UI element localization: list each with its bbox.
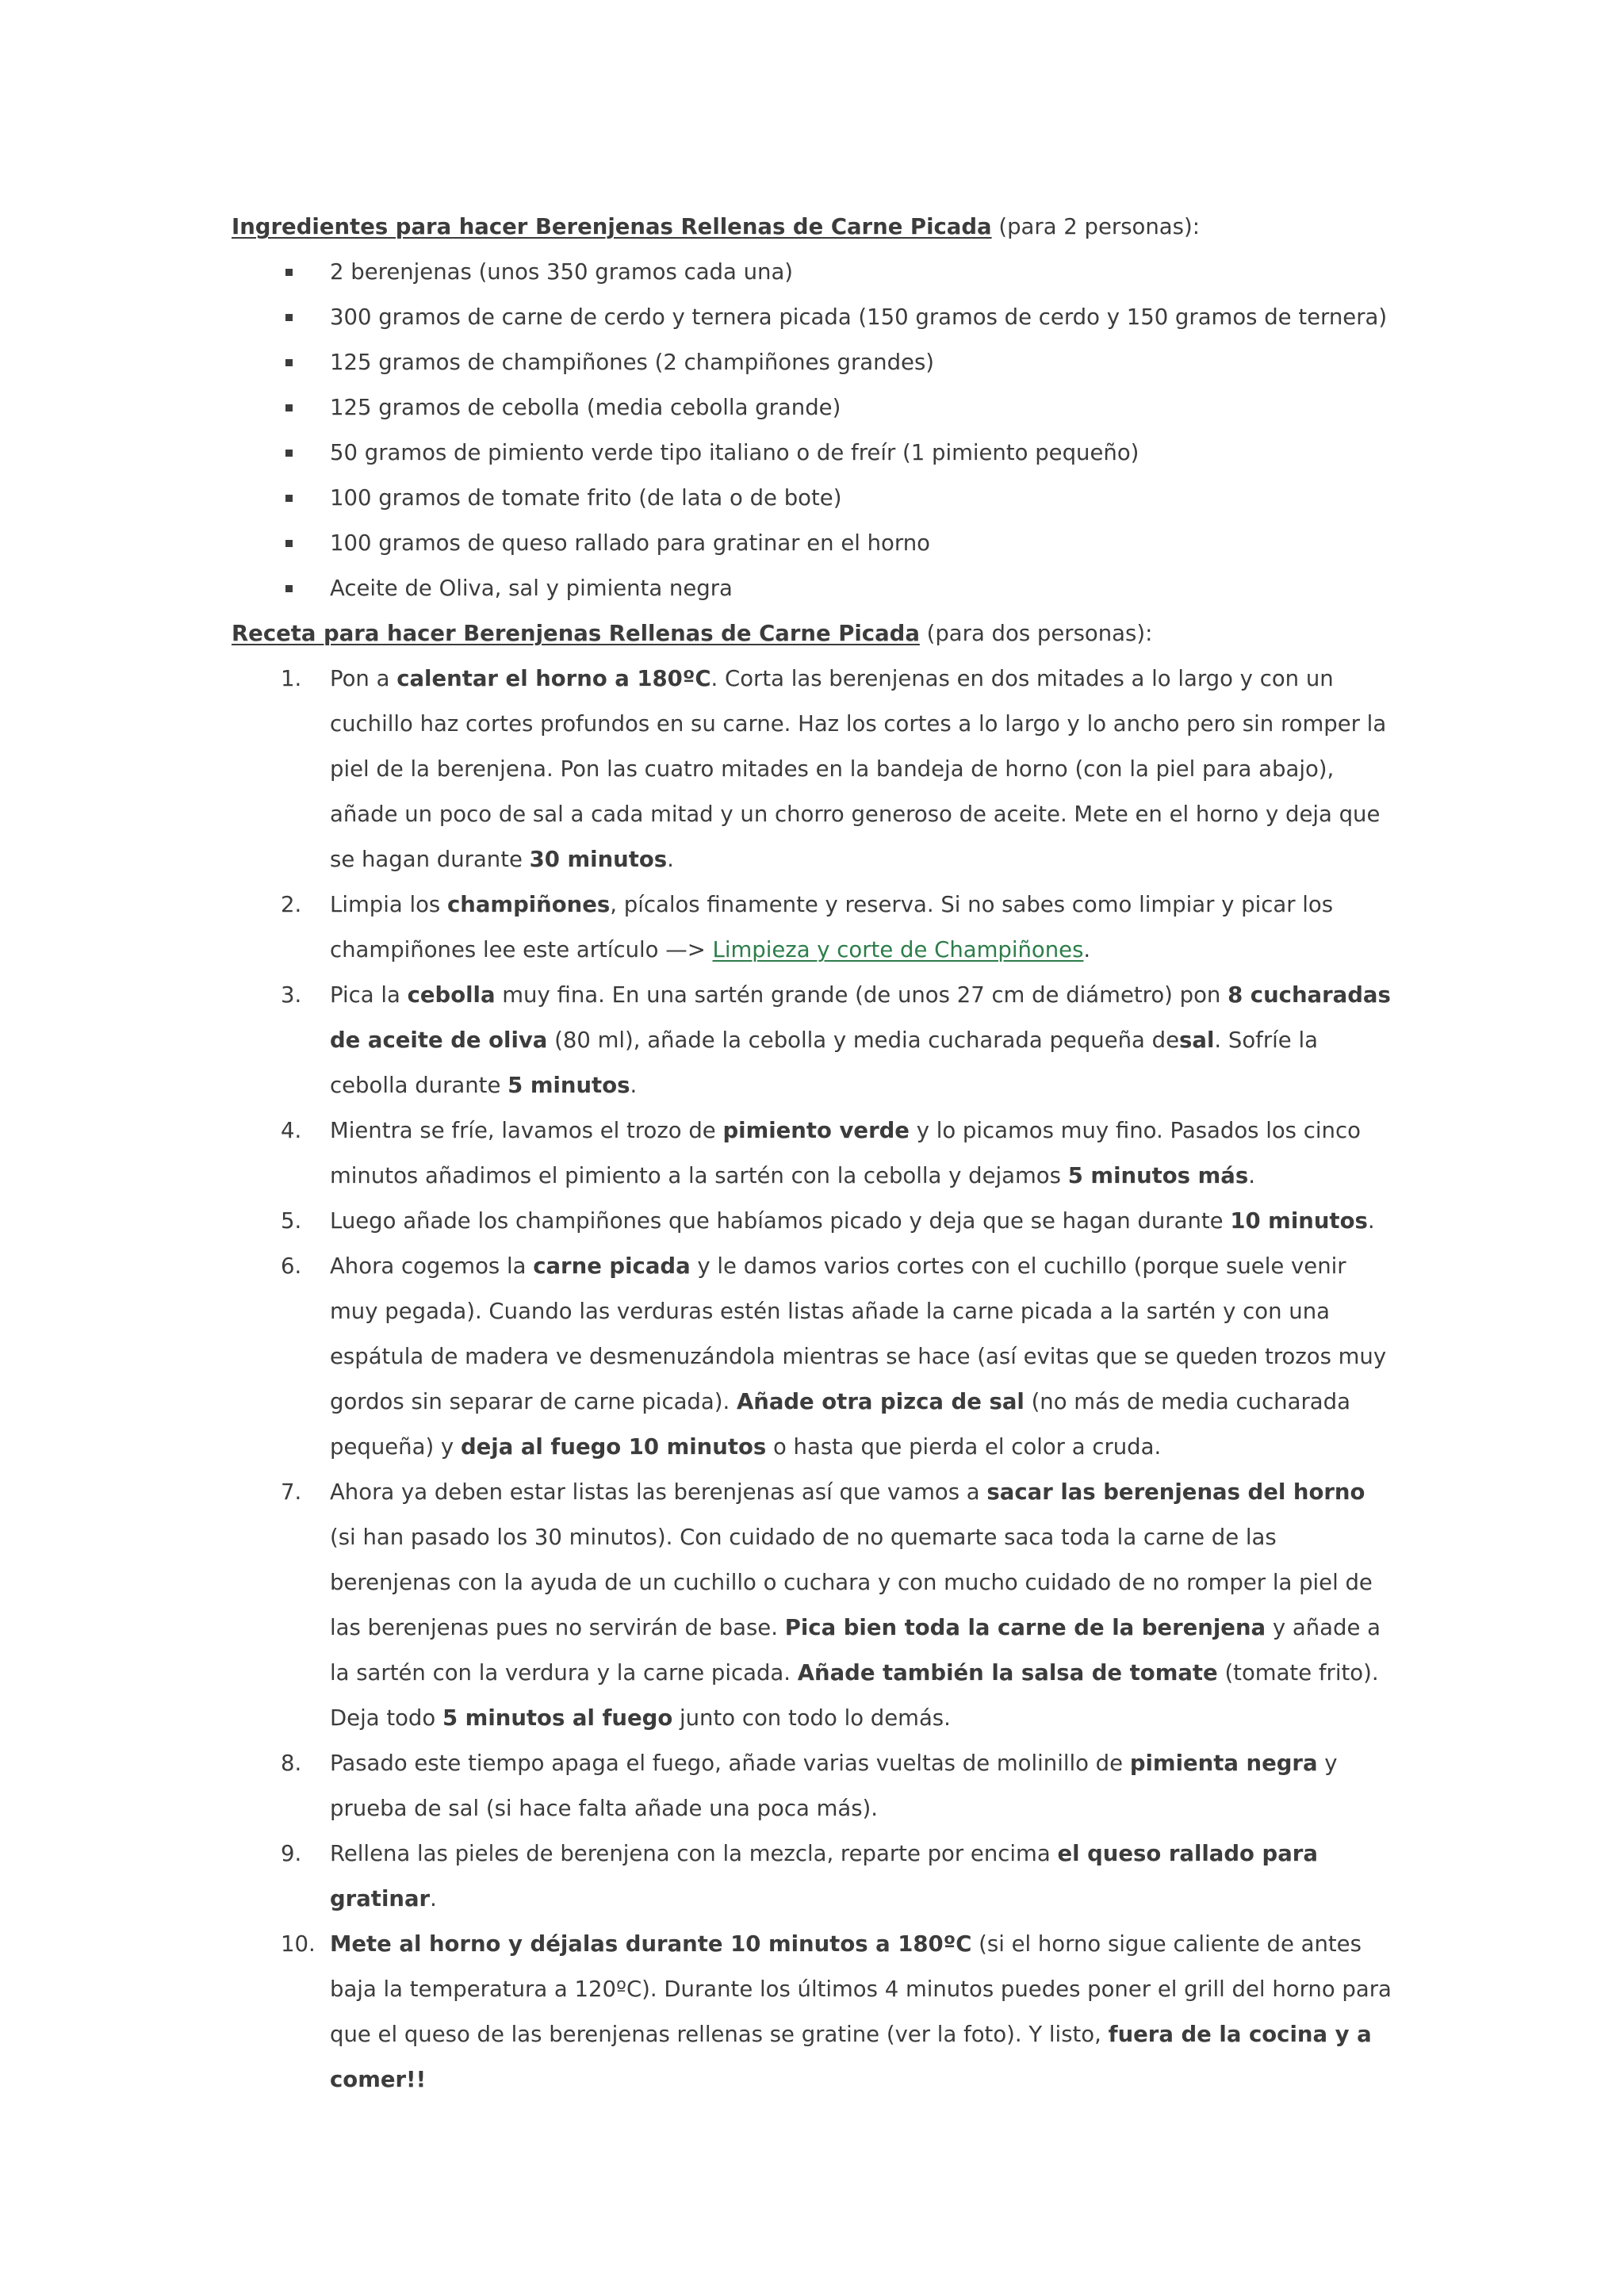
ingredient-list <box>232 250 1397 611</box>
step-text-segment: Mientra se fríe, lavamos el trozo de <box>330 1118 723 1143</box>
recipe-step <box>232 973 1397 1108</box>
step-number: 10. <box>281 1931 316 1957</box>
ingredient-item <box>232 521 1397 566</box>
ingredient-text: 100 gramos de tomate frito (de lata o de bote) <box>330 485 842 511</box>
step-text-segment: . <box>1367 1208 1375 1234</box>
step-text <box>330 892 1333 962</box>
step-text <box>330 982 1391 1098</box>
recipe-step <box>232 1244 1397 1470</box>
square-bullet-icon <box>285 359 293 366</box>
step-emphasis: Pica bien toda la carne de la berenjena <box>784 1615 1266 1640</box>
step-emphasis: 5 minutos <box>508 1073 630 1098</box>
step-text-segment: . <box>1248 1163 1255 1188</box>
ingredient-text: 300 gramos de carne de cerdo y ternera picada (150 gramos de cerdo y 150 gramos de ternera) <box>330 304 1388 330</box>
step-text-segment: . <box>667 847 674 872</box>
step-emphasis: pimiento verde <box>722 1118 910 1143</box>
step-number: 1. <box>281 666 302 691</box>
step-text <box>330 1479 1381 1731</box>
step-emphasis: Mete al horno y déjalas durante 10 minutos a 180ºC <box>330 1931 972 1957</box>
ingredient-text: 50 gramos de pimiento verde tipo italiano o de freír (1 pimiento pequeño) <box>330 440 1139 465</box>
ingredient-text: 125 gramos de cebolla (media cebolla grande) <box>330 395 841 420</box>
step-emphasis: cebolla <box>407 982 496 1008</box>
square-bullet-icon <box>285 314 293 321</box>
step-number: 2. <box>281 892 302 917</box>
step-number: 3. <box>281 982 302 1008</box>
step-text <box>330 666 1386 872</box>
step-text-segment: junto con todo lo demás. <box>672 1705 951 1731</box>
step-number: 4. <box>281 1118 302 1143</box>
step-emphasis: sal <box>1179 1027 1215 1053</box>
step-text-segment: (tomate frito). Deja todo <box>330 1660 1379 1731</box>
step-emphasis: fuera de la cocina y a comer!! <box>330 2022 1372 2092</box>
step-text-segment: Ahora ya deben estar listas las berenjenas así que vamos a <box>330 1479 987 1505</box>
step-number: 8. <box>281 1751 302 1776</box>
ingredient-item <box>232 430 1397 476</box>
step-emphasis: 5 minutos más <box>1067 1163 1249 1188</box>
recipe-heading-title: Receta para hacer Berenjenas Rellenas de Carne Picada <box>232 621 920 646</box>
recipe-step <box>232 1922 1397 2103</box>
square-bullet-icon <box>285 540 293 547</box>
ingredient-item <box>232 340 1397 385</box>
step-emphasis: carne picada <box>533 1253 691 1279</box>
step-text-segment: . <box>430 1886 437 1911</box>
recipe-step <box>232 882 1397 973</box>
article-link[interactable]: Limpieza y corte de Champiñones <box>712 937 1084 962</box>
ingredient-item <box>232 250 1397 295</box>
step-emphasis: pimienta negra <box>1129 1751 1318 1776</box>
step-number: 5. <box>281 1208 302 1234</box>
recipe-step <box>232 1199 1397 1244</box>
square-bullet-icon <box>285 585 293 592</box>
square-bullet-icon <box>285 269 293 276</box>
step-text-segment: . <box>630 1073 638 1098</box>
step-emphasis: champiñones <box>446 892 611 917</box>
step-text-segment: Limpia los <box>330 892 447 917</box>
step-emphasis: el queso rallado para gratinar <box>330 1841 1318 1911</box>
recipe-heading-suffix: (para dos personas): <box>919 621 1153 646</box>
step-text-segment: muy fina. En una sartén grande (de unos 27 cm de diámetro) pon <box>495 982 1228 1008</box>
square-bullet-icon <box>285 495 293 502</box>
step-emphasis: deja al fuego 10 minutos <box>460 1434 767 1460</box>
step-text-segment: Ahora cogemos la <box>330 1253 534 1279</box>
square-bullet-icon <box>285 404 293 411</box>
step-emphasis: 8 cucharadas de aceite de oliva <box>330 982 1391 1053</box>
step-text-segment: y prueba de sal (si hace falta añade una poca más). <box>330 1751 1338 1821</box>
recipe-heading <box>232 611 1397 656</box>
step-emphasis: calentar el horno a 180ºC <box>396 666 711 691</box>
step-number: 7. <box>281 1479 302 1505</box>
step-text-segment: (si el horno sigue caliente de antes baja la temperatura a 120ºC). Durante los últimos 4 minutos puedes poner el grill del horno para que el queso de las berenjenas rellenas se gratine (ver la foto). Y listo, <box>330 1931 1392 2047</box>
step-emphasis: 5 minutos al fuego <box>442 1705 673 1731</box>
step-text <box>330 1208 1375 1234</box>
step-text-segment: y añade a la sartén con la verdura y la carne picada. <box>330 1615 1381 1686</box>
ingredient-text: 125 gramos de champiñones (2 champiñones grandes) <box>330 350 934 375</box>
step-text-segment: Rellena las pieles de berenjena con la mezcla, reparte por encima <box>330 1841 1058 1866</box>
ingredient-text: 100 gramos de queso rallado para gratinar en el horno <box>330 530 930 556</box>
recipe-step-list <box>232 656 1397 2103</box>
recipe-step <box>232 1831 1397 1922</box>
step-emphasis: 30 minutos <box>529 847 668 872</box>
step-text-segment: . <box>1083 937 1091 962</box>
step-text-segment: , pícalos finamente y reserva. Si no sabes como limpiar y picar los champiñones lee este artículo —> <box>330 892 1334 962</box>
step-emphasis: Añade otra pizca de sal <box>736 1389 1025 1414</box>
ingredients-heading-title: Ingredientes para hacer Berenjenas Rellenas de Carne Picada <box>232 214 992 239</box>
ingredient-item <box>232 476 1397 521</box>
step-number: 9. <box>281 1841 302 1866</box>
step-text-segment: . Sofríe la cebolla durante <box>330 1027 1318 1098</box>
step-text <box>330 1118 1361 1188</box>
ingredient-item <box>232 566 1397 611</box>
recipe-step <box>232 1470 1397 1741</box>
step-text-segment: Luego añade los champiñones que habíamos picado y deja que se hagan durante <box>330 1208 1231 1234</box>
step-text-segment: o hasta que pierda el color a cruda. <box>766 1434 1162 1460</box>
ingredient-item <box>232 385 1397 430</box>
ingredient-text: Aceite de Oliva, sal y pimienta negra <box>330 576 733 601</box>
step-text-segment: (no más de media cucharada pequeña) y <box>330 1389 1350 1460</box>
step-text-segment: (80 ml), añade la cebolla y media cucharada pequeña de <box>547 1027 1180 1053</box>
step-text <box>330 1841 1318 1911</box>
recipe-step <box>232 1108 1397 1199</box>
step-text-segment: Pon a <box>330 666 397 691</box>
document-page <box>232 205 1397 2103</box>
step-text <box>330 1751 1338 1821</box>
step-text-segment: (si han pasado los 30 minutos). Con cuidado de no quemarte saca toda la carne de las berenjenas con la ayuda de un cuchillo o cuchara y con mucho cuidado de no romper la piel de las berenjenas pues no servirán de base. <box>330 1525 1373 1640</box>
step-emphasis: sacar las berenjenas del horno <box>986 1479 1365 1505</box>
step-text <box>330 1253 1386 1460</box>
step-text-segment: . Corta las berenjenas en dos mitades a lo largo y con un cuchillo haz cortes profundos en su carne. Haz los cortes a lo largo y lo ancho pero sin romper la piel de la berenjena. Pon las cuatro mitades en la bandeja de horno (con la piel para abajo), añade un poco de sal a cada mitad y un chorro generoso de aceite. Mete en el horno y deja que se hagan durante <box>330 666 1387 872</box>
ingredients-heading-suffix: (para 2 personas): <box>991 214 1200 239</box>
recipe-step <box>232 656 1397 882</box>
step-text-segment: y le damos varios cortes con el cuchillo (porque suele venir muy pegada). Cuando las verduras estén listas añade la carne picada a la sartén y con una espátula de madera ve desmenuzándola mientras se hace (así evitas que se queden trozos muy gordos sin separar de carne picada). <box>330 1253 1387 1414</box>
ingredients-heading <box>232 205 1397 250</box>
step-text-segment: y lo picamos muy fino. Pasados los cinco minutos añadimos el pimiento a la sartén con la cebolla y dejamos <box>330 1118 1361 1188</box>
step-text <box>330 1931 1392 2092</box>
step-number: 6. <box>281 1253 302 1279</box>
recipe-step <box>232 1741 1397 1831</box>
ingredient-item <box>232 295 1397 340</box>
step-text-segment: Pasado este tiempo apaga el fuego, añade varias vueltas de molinillo de <box>330 1751 1130 1776</box>
ingredient-text: 2 berenjenas (unos 350 gramos cada una) <box>330 259 794 285</box>
step-emphasis: Añade también la salsa de tomate <box>797 1660 1218 1686</box>
step-text-segment: Pica la <box>330 982 408 1008</box>
square-bullet-icon <box>285 450 293 457</box>
step-emphasis: 10 minutos <box>1230 1208 1368 1234</box>
